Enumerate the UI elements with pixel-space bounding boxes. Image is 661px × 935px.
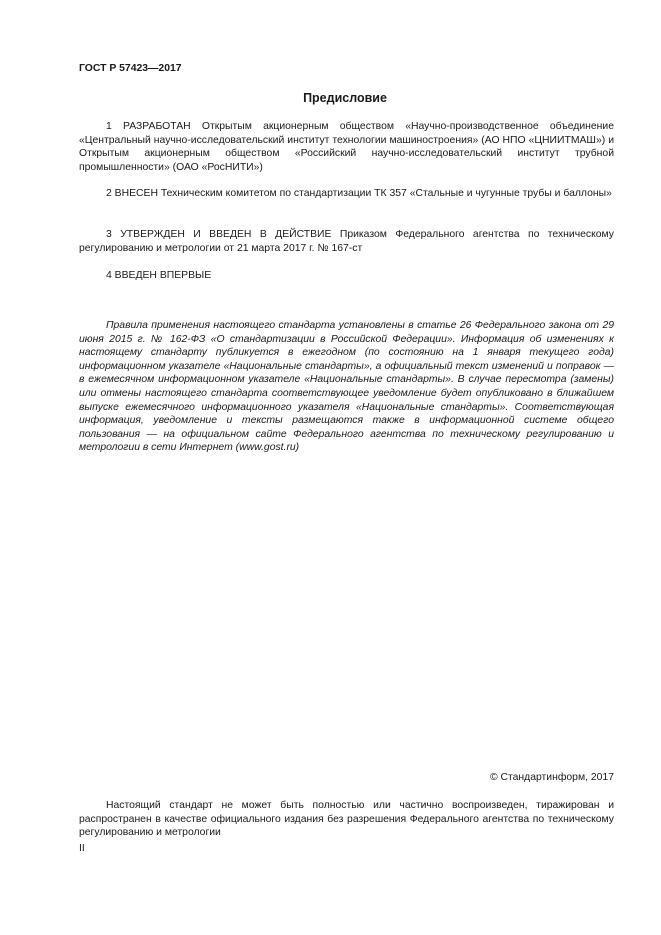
foreword-item-text: 1 РАЗРАБОТАН Открытым акционерным обществом «Научно-производственное объединение «Центральный научно-исследовательский институт технологии машиностроения» (АО НПО «ЦНИИТМАШ») и Открытым акционерным обществом «Российский научно-исследовательский институт трубной промышленности» (ОАО «РосНИТИ») [79, 121, 614, 173]
foreword-item-text: 4 ВВЕДЕН ВПЕРВЫЕ [106, 270, 212, 281]
reproduction-notice [79, 799, 614, 840]
foreword-item-text: 3 УТВЕРЖДЕН И ВВЕДЕН В ДЕЙСТВИЕ Приказом Федерального агентства по техническому регулированию и метрологии от 21 марта 2017 г. № 167-ст [79, 229, 614, 254]
foreword-item-4 [79, 269, 614, 283]
copyright: © Стандартинформ, 2017 [489, 772, 614, 783]
reproduction-notice-text: Настоящий стандарт не может быть полностью или частично воспроизведен, тиражирован и распространен в качестве официального издания без разрешения Федерального агентства по техническому регулированию и метрологии [79, 800, 614, 839]
foreword-item-text: 2 ВНЕСЕН Техническим комитетом по стандартизации ТК 357 «Стальные и чугунные трубы и баллоны» [106, 188, 612, 199]
page-title: Предисловие [303, 91, 387, 105]
document-code: ГОСТ Р 57423—2017 [79, 63, 182, 74]
foreword-item-3 [79, 228, 614, 255]
page-number: II [79, 843, 85, 854]
application-note [79, 319, 614, 455]
foreword-item-1 [79, 120, 614, 174]
foreword-item-2 [79, 187, 614, 201]
application-note-text: Правила применения настоящего стандарта установлены в статье 26 Федерального закона от 29 июня 2015 г. № 162-ФЗ «О стандартизации в Российской Федерации». Информация об изменениях к настоящему стандарту публикуется в ежегодном (по состоянию на 1 января текущего года) информационном указателе «Национальные стандарты», а официальный текст изменений и поправок — в ежемесячном информационном указателе «Национальные стандарты». В случае пересмотра (замены) или отмены настоящего стандарта соответствующее уведомление будет опубликовано в ближайшем выпуске ежемесячного информационного указателя «Национальные стандарты». Соответствующая информация, уведомление и тексты размещаются также в информационной системе общего пользования — на официальном сайте Федерального агентства по техническому регулированию и метрологии в сети Интернет (www.gost.ru) [79, 320, 614, 454]
